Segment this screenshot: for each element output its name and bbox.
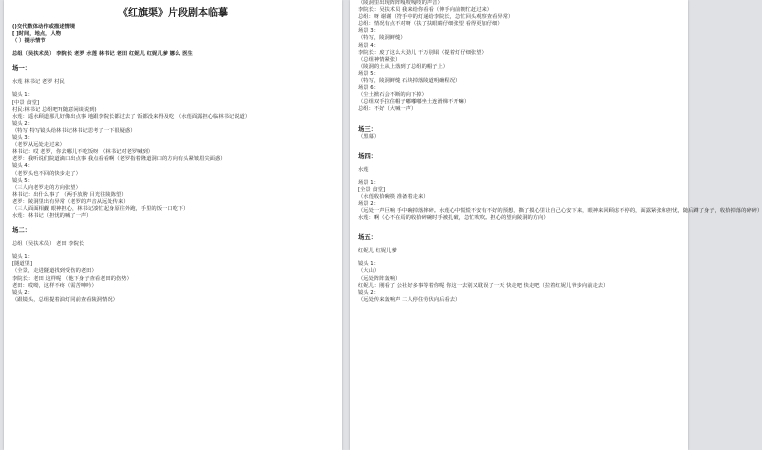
script-line: 总组：不好（大喊一声） xyxy=(358,106,417,113)
script-line: [全景 食堂] xyxy=(358,186,386,193)
script-line: （老罗头也不回的快步走了） xyxy=(12,170,81,177)
scene-heading: 场二： xyxy=(12,226,32,235)
script-line: （全景，走进隧道找到受伤的老田） xyxy=(12,268,97,275)
script-line: 水莲：遥水顾道那儿好像出点事 地跟李院长都过去了 饭都没来得及吃 （水莲面露担心临林书记说道） xyxy=(12,113,251,120)
script-line: （远处传来轰响声 二人停住劳伏向后看去） xyxy=(358,296,461,303)
cast-list: 总组（吴扶术员） 李院长 老罗 水莲 林书记 老田 红妮儿 红妮儿爹 娜么 医生 xyxy=(12,51,193,58)
shot-label: 场景 5： xyxy=(358,70,379,77)
scene-characters: 红妮儿 红妮儿爹 xyxy=(358,248,397,255)
shot-label: 镜头 2： xyxy=(12,289,33,296)
script-line: 李院长：废了这么大劲儿 干万别塌（提着灯仔细张望） xyxy=(358,49,487,56)
shot-label: 镜头 1： xyxy=(358,261,379,268)
shot-label: 镜头 4： xyxy=(12,163,33,170)
script-line: （黑幕） xyxy=(358,133,380,140)
shot-label: 场景 2： xyxy=(358,200,379,207)
script-line: （总组双手拉住帽子嘟嘟嘟坐土连滑梯不开嘛） xyxy=(358,99,470,106)
script-line: 林书记：哎 老罗，你去哪儿不吃饭呀 （林书记对老罗喊到） xyxy=(12,149,154,156)
shot-label: 镜头 3： xyxy=(12,135,33,142)
script-line: 李院长：老田 这样呢 （他下身子查看老田的伤势） xyxy=(12,275,132,282)
page-right-content xyxy=(358,0,762,304)
shot-label: 镜头 1： xyxy=(12,92,33,99)
script-line: 老罗：陵洞里出有异常（老罗的声音从远处传来） xyxy=(12,198,129,205)
scene-heading: 场四： xyxy=(358,151,378,160)
script-line: 村民:林书记 总组吧?(随意闲谈说到) xyxy=(12,106,97,113)
script-line: 总组：呀 谢谢（符手中的灯递给李院长，急忙回头观察查看异常） xyxy=(358,14,514,21)
script-line: （尘土掀石会不断的向下掉） xyxy=(358,92,427,99)
script-line: 红妮儿：刚看了 公社好多事等着你呢 你这一去别又耽误了一天 快走吧 快走吧（拉着红妮儿爷步向前走去） xyxy=(358,282,609,289)
script-line: 林书记：出什么事了 （两手放胯 目光往陵陈望） xyxy=(12,191,127,198)
script-line: 水莲：啊（心不在焉的收拾碎碗时手被扎破，急忙吹吹。担心的望向陵洞的方向） xyxy=(358,215,549,222)
script-line: （水莲收拾碗筷 准备着走来） xyxy=(358,193,429,200)
script-line: （大山） xyxy=(358,268,380,275)
shot-label: 场景 1： xyxy=(358,179,379,186)
script-line: （老罗从远处走过来） xyxy=(12,142,65,149)
shot-label: 场景 6： xyxy=(358,85,379,92)
script-line: 李院长：吴扶术员 我来给你看看（伸手向前朝忙赶过来） xyxy=(358,7,493,14)
script-line: 老田：哎呦，这样不疼（需苦呻吟） xyxy=(12,282,97,289)
shot-label: 镜头 5： xyxy=(12,177,33,184)
script-line: （总组神情紧张） xyxy=(358,56,401,63)
shot-label: 镜头 2： xyxy=(12,120,33,127)
script-line: （陵洞的土从上落到了总组的帽子上） xyxy=(358,63,449,70)
scene-characters: 水莲 xyxy=(358,166,369,173)
script-line: 总组：情况有点不对呀（扶了扶眼睛仔细张望 看得更加仔细） xyxy=(358,21,503,28)
script-line: 水莲：林书记（担忧的喊了一声） xyxy=(12,213,92,220)
shot-label: 场景 3： xyxy=(358,28,379,35)
script-line: （特写 特写镜头给林书记林书记思考了一下很疑惑） xyxy=(12,127,136,134)
legend-line: （ ）提示情节 xyxy=(12,38,46,45)
shot-label: 场景 4： xyxy=(358,42,379,49)
scene-heading: 场三： xyxy=(358,124,378,133)
script-line: （三人向老罗走的方向张望） xyxy=(12,184,81,191)
document-page-right xyxy=(350,0,762,450)
shot-label: 镜头 1： xyxy=(12,254,33,261)
document-title: 《红旗渠》片段剧本临摹 xyxy=(118,8,228,19)
scene-heading: 场五： xyxy=(358,233,378,242)
scene-characters: 总组（吴扶术员） 老田 李院长 xyxy=(12,241,85,248)
script-line: （特写，陵洞鲜缝） xyxy=(358,35,406,42)
shot-setting: [隧道里] xyxy=(12,261,33,268)
script-line: 老罗：我听说们院道滴口出点事 我点看看啊（老罗指着隆道洞口的方向有头紧皱眉尖面惑） xyxy=(12,156,226,163)
legend-line: ()交代数体动作或描述情境 xyxy=(12,24,76,30)
script-line: （远处一声巨响 手中碗掉落摔碎。水莲心中慌慌不安有不好的预想，撕了摸心里让自己心安下来，眼神来回顾虑不停的，面露紧张和担忧，随后蹲了身子，收拾掉落的碎碎） xyxy=(358,208,762,215)
script-line: （跟镜头，总组提着油灯同前查看陵洞情况） xyxy=(12,296,118,303)
script-line: （远处阵阵轰响） xyxy=(358,275,401,282)
scene-characters: 水莲 林书记 老罗 村民 xyxy=(12,79,65,86)
script-line: （三人面面相觑 眼神担心，林书记凑忙起身原往外跑，手里的饭一口吃下） xyxy=(12,205,189,212)
scene-heading: 场一： xyxy=(12,64,32,73)
script-line: （陵洞里出现阵阵嘎吱嘎吱的声音） xyxy=(358,0,443,6)
legend-line: [ ]时间，地点，人物 xyxy=(12,31,62,38)
page-left-content xyxy=(12,0,334,304)
script-line: （特写，陵洞鲜缝 石块掉落陵道明确程况） xyxy=(358,78,461,85)
shot-label: 镜头 2： xyxy=(358,289,379,296)
shot-setting: [中景 食堂] xyxy=(12,99,40,106)
document-page-left xyxy=(4,0,342,450)
